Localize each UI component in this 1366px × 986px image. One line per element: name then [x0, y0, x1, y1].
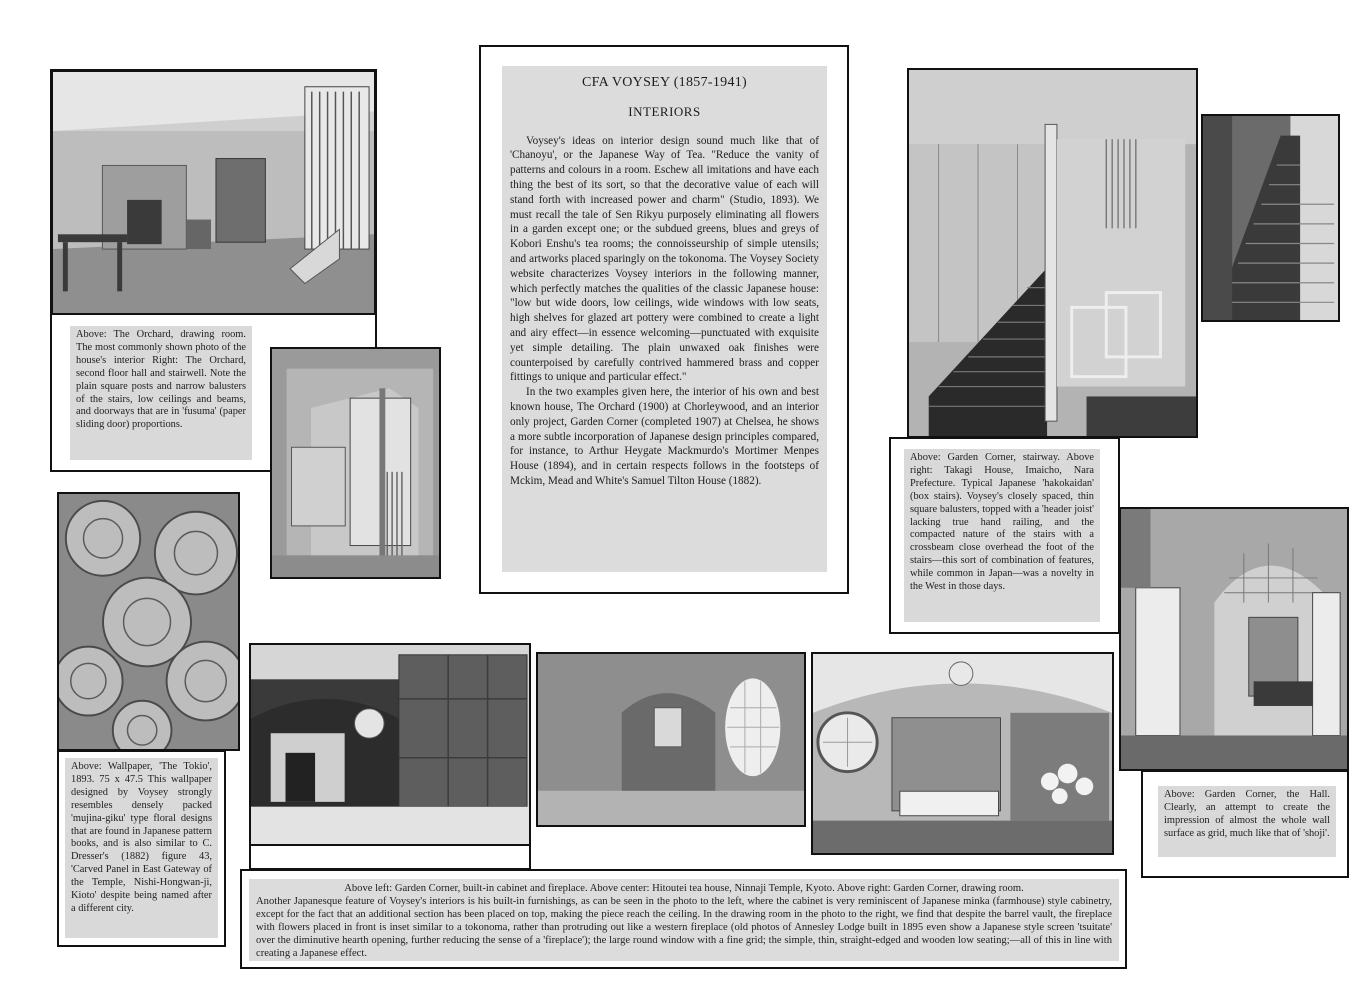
- article-paragraph-1: Voysey's ideas on interior design sound much like that of 'Chanoyu', or the Japanese Way of Tea. "Reduce the vanity of patterns and colours in a room. Eschew all imitations and have each thing the best of its sort, so that the decorative value of each will stand forth with increased power and charm" (Studio, 1893). We must recall the tale of Sen Rikyu purposely eliminating all flowers in a garden except one; or the subdued greens, blues and greys of Kobori Enshu's tea rooms; the connoisseurship of simple utensils; and artworks placed sparingly on the tokonoma. The Voysey Society website characterizes Voysey interiors in the following manner, which perfectly matches the qualities of the classic Japanese house: "low but wide doors, low ceilings, wide windows with low seats, high shelves for glazed art pottery were combined to create a light and airy effect—in essence welcoming—punctuated with exquisite yet simple detailing. The plain unwaxed oak finishes were counterpoised by carefully contrived hammered brass and copper fittings to unique and particular effect.": [510, 134, 819, 384]
- garden-corner-stairway-photo: [907, 68, 1198, 438]
- garden-corner-drawing-room-photo: [811, 652, 1114, 855]
- garden-stair-caption: [904, 449, 1100, 622]
- orchard-caption-text: Above: The Orchard, drawing room. The most commonly shown photo of the house's interior Right: The Orchard, second floor hall and stairwell. Note the plain square posts and narrow balusters of the stairs, low ceilings and beams, and doorways that are in 'fusuma' (paper sliding door) proportions.: [76, 329, 246, 431]
- bottom-caption-body: Another Japanesque feature of Voysey's interiors is his built-in furnishings, as can be seen in the photo to the left, where the cabinet is very reminiscent of Japanese minka (farmhouse) style cabinetry, except for the fact that an additional section has been placed on top, making the piece reach the ceiling. In the drawing room in the photo to the right, we find that despite the barrel vault, the fireplace with flowers placed in front is inset similar to a tokonoma, rather than protruding out like a western fireplace (old photos of Annesley Lodge built in 1895 even show a Japanese style screen 'tsuitate' over the diminutive hearth opening, further reducing the sense of a 'fireplace'); the large round window with a fine grid; the simple, thin, straight-edged and wooden low seating;—all of this in line with creating a Japanese effect.: [256, 896, 1112, 960]
- article-subtitle: INTERIORS: [628, 103, 701, 119]
- wallpaper-caption: [65, 758, 218, 938]
- article-title: CFA VOYSEY (1857-1941): [581, 75, 748, 90]
- article-paragraph-2: In the two examples given here, the interior of his own and best known house, The Orchard (1900) at Chorleywood, and an interior only project, Garden Corner (completed 1907) at Chelsea, he shows a more subtle incorporation of Japanese design principles compared, for instance, to Arthur Heygate Mackmurdo's Mortimer Menpes House (1894), and in certain respects follows in the footsteps of Mckim, Mead and White's Samuel Tilton House (1882).: [510, 386, 819, 487]
- garden-corner-hall-photo: [1119, 507, 1349, 771]
- bottom-caption: [249, 879, 1119, 961]
- hitoutei-tea-house-photo: [536, 652, 806, 827]
- orchard-drawing-room-photo: [51, 70, 376, 315]
- orchard-stairwell-photo: [270, 347, 441, 579]
- hall-caption: [1158, 786, 1336, 857]
- bottom-caption-lead: Above left: Garden Corner, built-in cabinet and fireplace. Above center: Hitoutei tea house, Ninnaji Temple, Kyoto. Above right: Garden Corner, drawing room.: [344, 883, 1024, 894]
- wallpaper-caption-text: Above: Wallpaper, 'The Tokio', 1893. 75 x 47.5 This wallpaper designed by Voysey strongly resembles densely packed 'mujina-giku' type floral designs that are found in Japanese pattern books, and is also similar to C. Dresser's (1882) figure 43, 'Carved Panel in East Gateway of the Temple, Nishi-Hongwan-ji, Kioto' despite being named after a different city.: [71, 761, 212, 914]
- hall-caption-text: Above: Garden Corner, the Hall. Clearly, an attempt to create the impression of almost the whole wall surface as grid, much like that of 'shoji'.: [1164, 789, 1330, 839]
- tokio-wallpaper-photo: [57, 492, 240, 751]
- orchard-caption: [70, 326, 252, 460]
- article-text-block: [502, 66, 827, 572]
- garden-stair-caption-text: Above: Garden Corner, stairway. Above right: Takagi House, Imaicho, Nara Prefecture. Typical Japanese 'hakokaidan' (box stairs). Voysey's closely spaced, thin square balusters, topped with a 'header joist' lacking true hand railing, and the compacted nature of the stairs with a crossbeam close overhead the foot of the stairs—this sort of combination of features, while common in Japan—was a novelty in the West in those days.: [910, 452, 1094, 593]
- takagi-house-stairs-photo: [1201, 114, 1340, 322]
- garden-corner-cabinet-photo: [249, 643, 531, 846]
